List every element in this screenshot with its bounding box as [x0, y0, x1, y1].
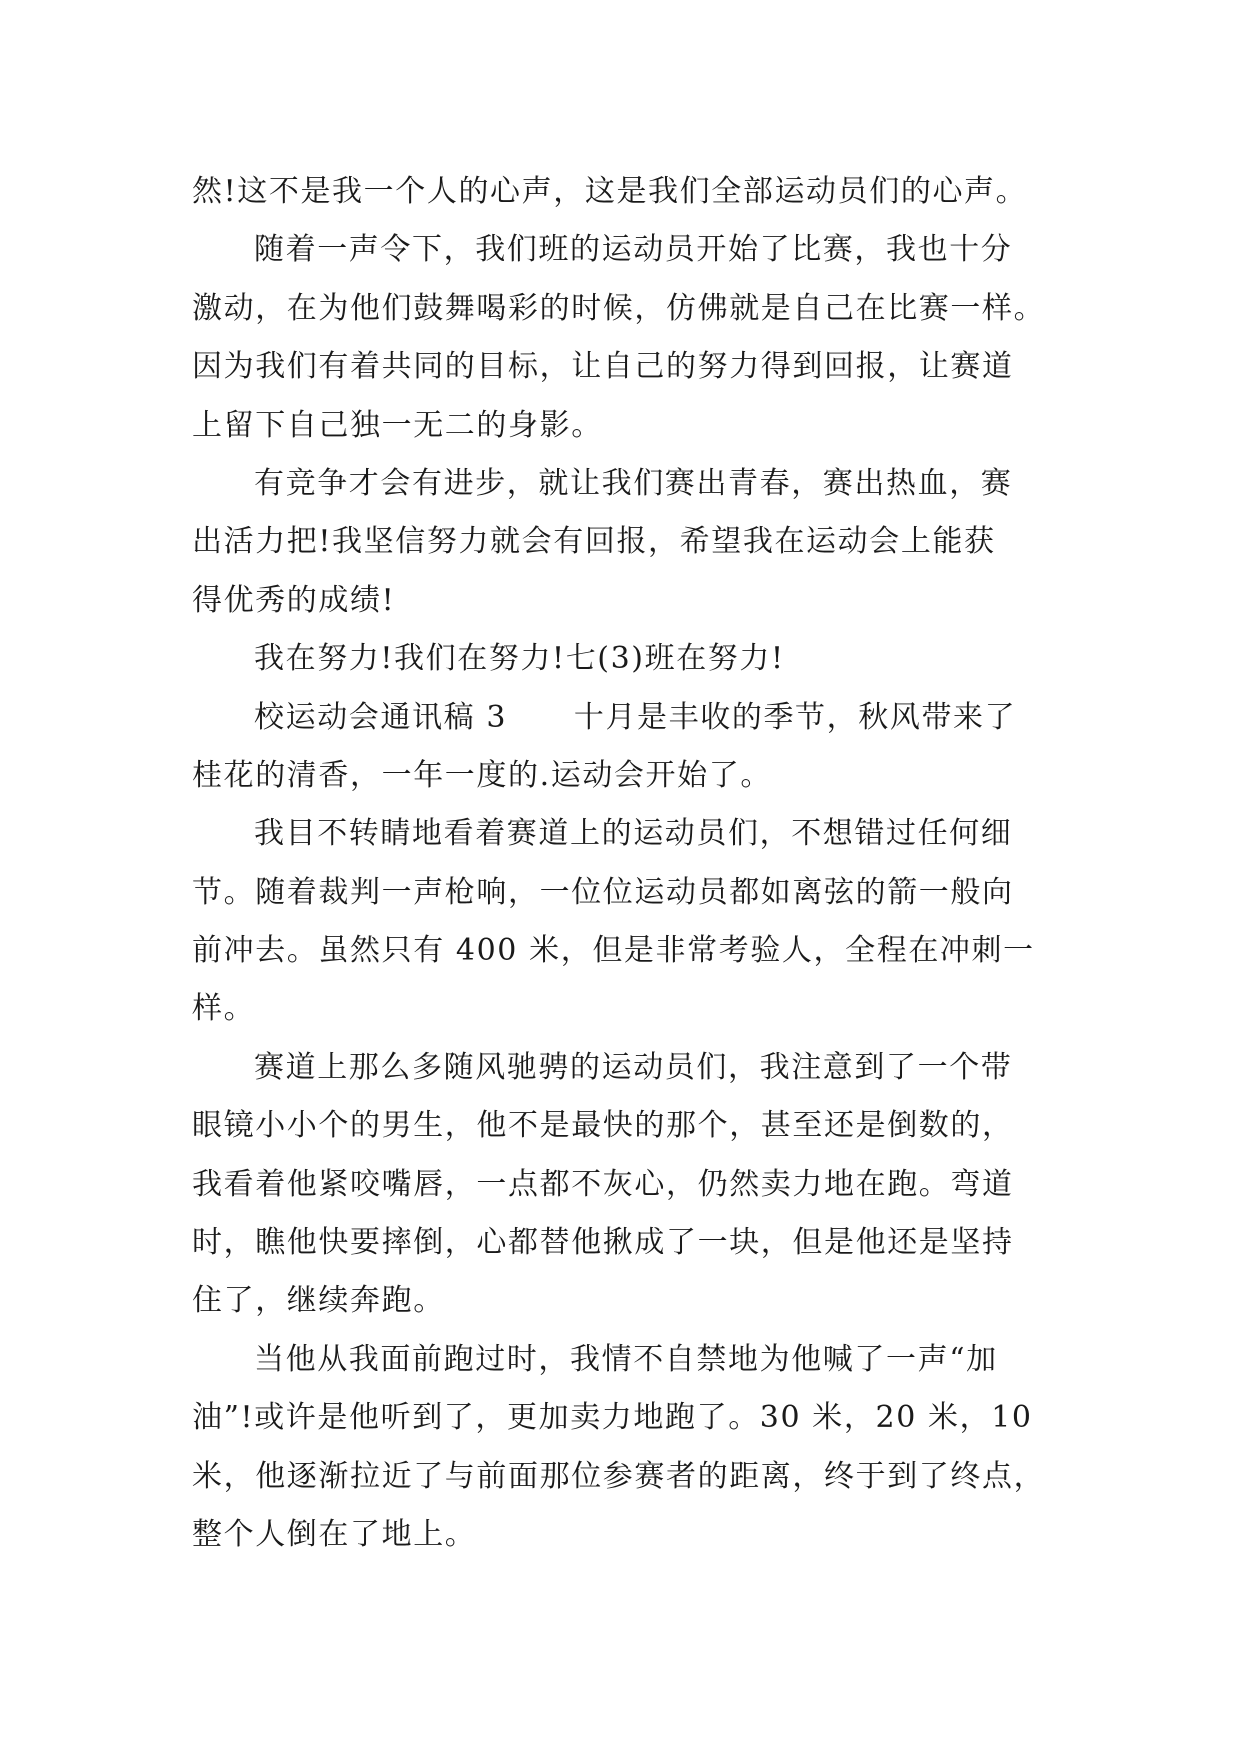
text-line: 上留下自己独一无二的身影。 [192, 407, 603, 443]
text-line: 桂花的清香，一年一度的.运动会开始了。 [192, 757, 772, 793]
text-line: 得优秀的成绩! [192, 582, 396, 618]
text-line: 当他从我面前跑过时，我情不自禁地为他喊了一声“加 [254, 1341, 998, 1377]
text-line: 我看着他紧咬嘴唇，一点都不灰心，仍然卖力地在跑。弯道 [192, 1166, 1014, 1202]
text-line: 整个人倒在了地上。 [192, 1516, 477, 1552]
text-line: 时，瞧他快要摔倒，心都替他揪成了一块，但是他还是坚持 [192, 1225, 1014, 1261]
text-line: 赛道上那么多随风驰骋的运动员们，我注意到了一个带 [254, 1049, 1013, 1085]
text-line: 油”!或许是他听到了，更加卖力地跑了。30 米，20 米，10 [192, 1400, 1033, 1436]
text-line: 有竞争才会有进步，就让我们赛出青春，赛出热血，赛 [254, 465, 1013, 501]
document-body [192, 163, 1062, 1564]
text-line: 我在努力!我们在努力!七(3)班在努力! [254, 641, 785, 677]
text-line: 激动，在为他们鼓舞喝彩的时候，仿佛就是自己在比赛一样。 [192, 290, 1046, 326]
text-line: 节。随着裁判一声枪响，一位位运动员都如离弦的箭一般向 [192, 874, 1014, 910]
text-line: 我目不转睛地看着赛道上的运动员们，不想错过任何细 [254, 816, 1013, 852]
text-line: 眼镜小小个的男生，他不是最快的那个，甚至还是倒数的， [192, 1108, 1014, 1144]
text-line: 米，他逐渐拉近了与前面那位参赛者的距离，终于到了终点， [192, 1458, 1046, 1494]
text-line: 因为我们有着共同的目标，让自己的努力得到回报，让赛道 [192, 349, 1014, 385]
text-line: 前冲去。虽然只有 400 米，但是非常考验人，全程在冲刺一 [192, 933, 1035, 969]
text-line: 住了，继续奔跑。 [192, 1283, 445, 1319]
text-line: 校运动会通讯稿 3 十月是丰收的季节，秋风带来了 [254, 699, 1017, 735]
text-line: 出活力把!我坚信努力就会有回报，希望我在运动会上能获 [192, 524, 996, 560]
text-line: 随着一声令下，我们班的运动员开始了比赛，我也十分 [254, 232, 1013, 268]
text-line: 样。 [192, 991, 256, 1027]
text-line: 然!这不是我一个人的心声，这是我们全部运动员们的心声。 [192, 174, 1028, 209]
